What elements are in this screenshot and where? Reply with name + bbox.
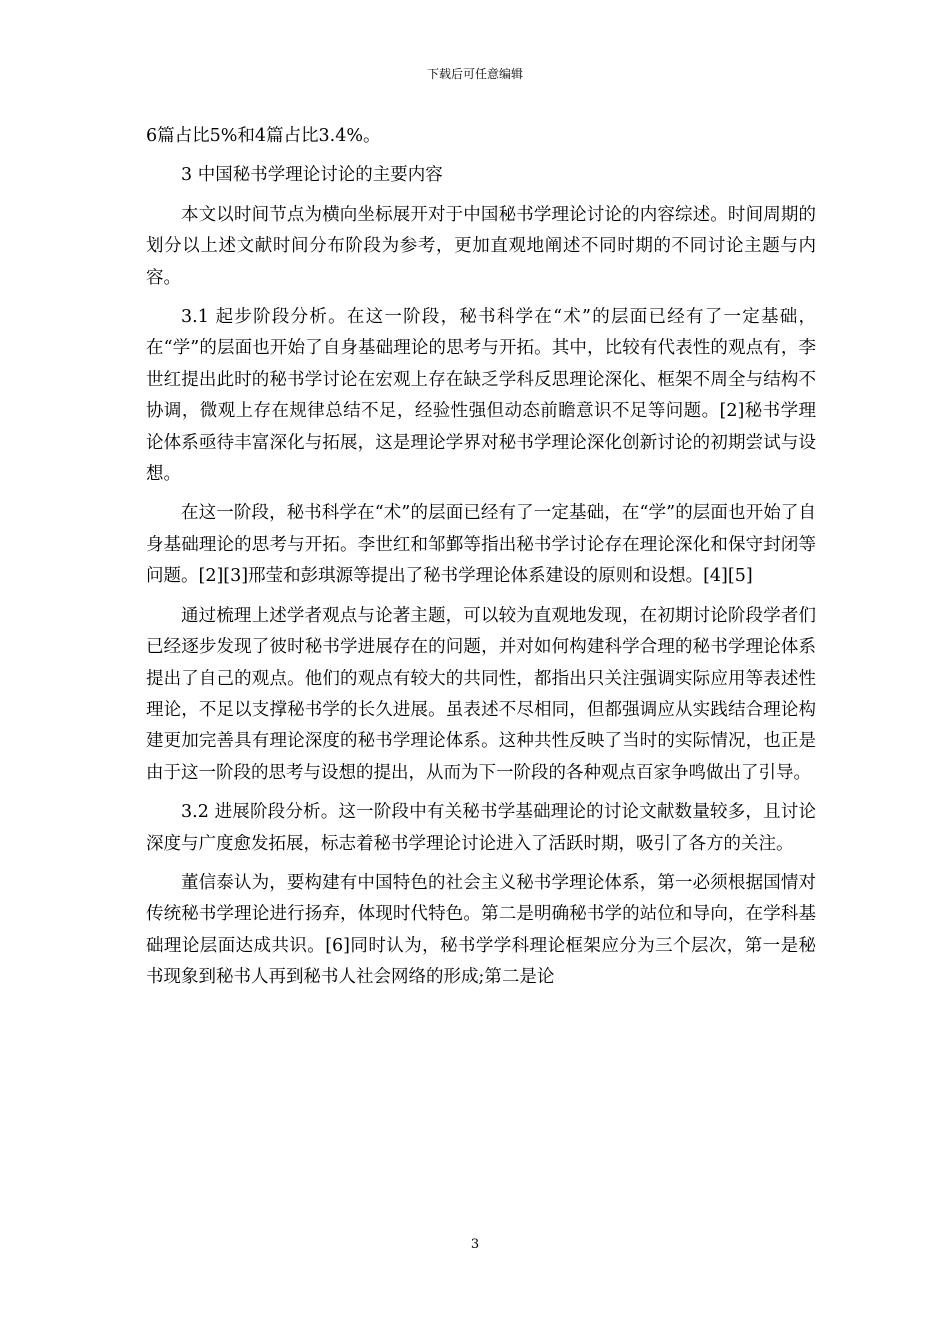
paragraph-continuation: 6篇占比5%和4篇占比3.4%。: [146, 126, 381, 146]
page-header: 下载后可任意编辑: [426, 67, 523, 81]
page-number: 3: [470, 1237, 480, 1252]
section-heading-3: 3 中国秘书学理论讨论的主要内容: [181, 165, 443, 186]
document-body: [146, 121, 816, 994]
paragraph-dong-xintai: 董信泰认为，要构建有中国特色的社会主义秘书学理论体系，第一必须根据国情对传统秘书学理论进行扬弃，体现时代特色。第二是明确秘书学的站位和导向，在学科基础理论层面达成共识。[6]同时认为，秘书学学科理论框架应分为三个层次，第一是秘书现象到秘书人再到秘书人社会网络的形成;第二是论: [146, 872, 816, 988]
paragraph-3-1: 3.1 起步阶段分析。在这一阶段，秘书科学在“术”的层面已经有了一定基础，在“学”的层面也开始了自身基础理论的思考与开拓。其中，比较有代表性的观点有，李世红提出此时的秘书学讨论在宏观上存在缺乏学科反思理论深化、框架不周全与结构不协调，微观上存在规律总结不足，经验性强但动态前瞻意识不足等问题。[2]秘书学理论体系亟待丰富深化与拓展，这是理论学界对秘书学理论深化创新讨论的初期尝试与设想。: [146, 307, 816, 485]
paragraph-stage-summary: 在这一阶段，秘书科学在“术”的层面已经有了一定基础，在“学”的层面也开始了自身基础理论的思考与开拓。李世红和邹鄞等指出秘书学讨论存在理论深化和保守封闭等问题。[2][3]邢莹和彭琪源等提出了秘书学理论体系建设的原则和设想。[4][5]: [146, 503, 816, 587]
paragraph-intro: 本文以时间节点为横向坐标展开对于中国秘书学理论讨论的内容综述。时间周期的划分以上述文献时间分布阶段为参考，更加直观地阐述不同时期的不同讨论主题与内容。: [146, 204, 816, 288]
paragraph-3-2: 3.2 进展阶段分析。这一阶段中有关秘书学基础理论的讨论文献数量较多，且讨论深度与广度愈发拓展，标志着秘书学理论讨论进入了活跃时期，吸引了各方的关注。: [146, 802, 816, 854]
paragraph-analysis: 通过梳理上述学者观点与论著主题，可以较为直观地发现，在初期讨论阶段学者们已经逐步发现了彼时秘书学进展存在的问题，并对如何构建科学合理的秘书学理论体系提出了自己的观点。他们的观点有较大的共同性，都指出只关注强调实际应用等表述性理论，不足以支撑秘书学的长久进展。虽表述不尽相同，但都强调应从实践结合理论构建更加完善具有理论深度的秘书学理论体系。这种共性反映了当时的实际情况，也正是由于这一阶段的思考与设想的提出，从而为下一阶段的各种观点百家争鸣做出了引导。: [146, 605, 816, 783]
